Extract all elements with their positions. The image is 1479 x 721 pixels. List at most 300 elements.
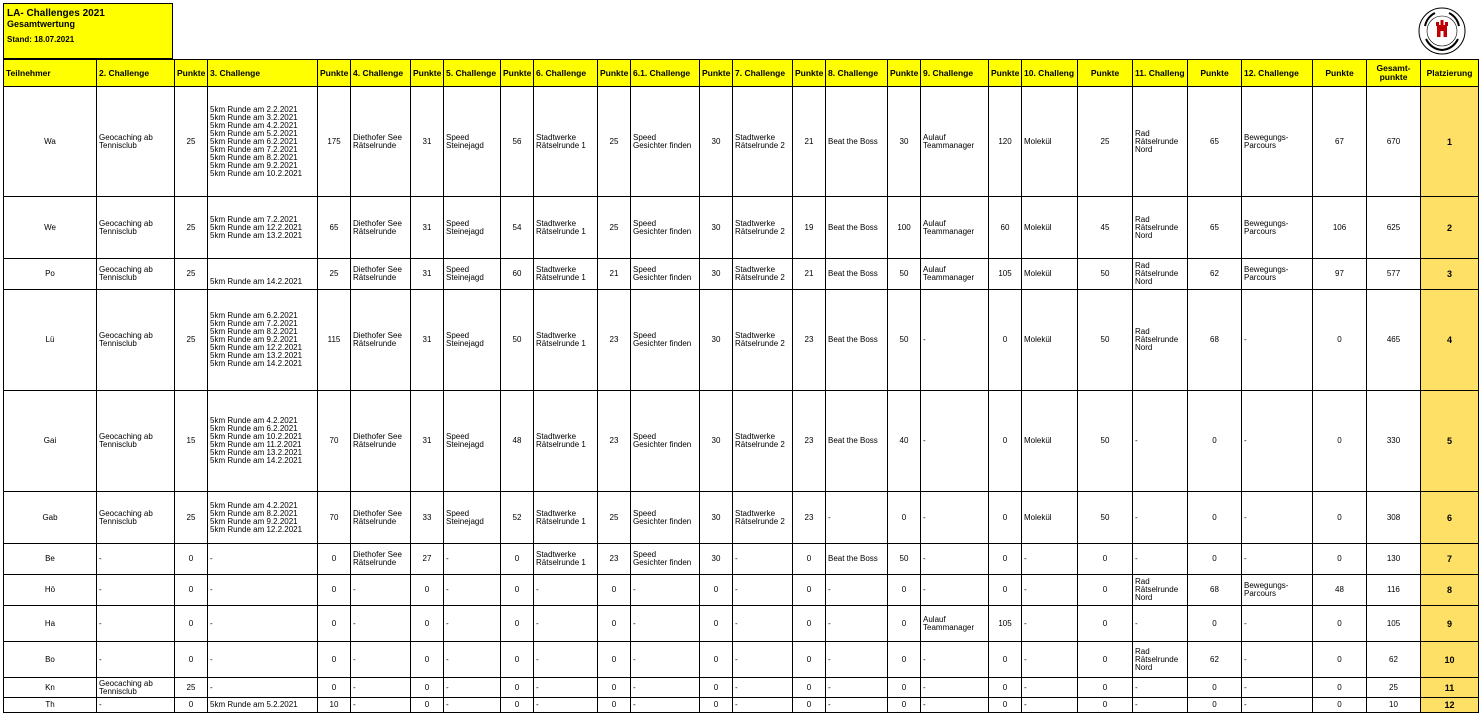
points-cell: 0: [1078, 642, 1133, 678]
table-row: [4, 197, 1479, 259]
column-header: Punkte: [318, 60, 351, 87]
challenge-cell: -: [208, 642, 318, 678]
challenge-cell: Speed Gesichter finden: [631, 259, 700, 290]
placement-cell: 8: [1421, 575, 1479, 606]
points-cell: 45: [1078, 197, 1133, 259]
points-cell: 56: [501, 87, 534, 197]
challenge-cell: -: [1133, 391, 1188, 492]
points-cell: 0: [989, 678, 1022, 698]
points-cell: 0: [793, 698, 826, 713]
challenge-cell: -: [1242, 678, 1313, 698]
points-cell: 105: [989, 606, 1022, 642]
points-cell: 50: [888, 290, 921, 391]
points-cell: 0: [1313, 391, 1367, 492]
column-header: Punkte: [175, 60, 208, 87]
points-cell: 0: [501, 678, 534, 698]
column-header: Punkte: [1313, 60, 1367, 87]
challenge-cell: Aulauf Teammanager: [921, 87, 989, 197]
points-cell: 0: [411, 642, 444, 678]
challenge-cell: -: [733, 642, 793, 678]
challenge-cell: Beat the Boss: [826, 544, 888, 575]
challenge-cell: -: [631, 642, 700, 678]
table-row: [4, 259, 1479, 290]
challenge-cell: -: [351, 698, 411, 713]
challenge-cell: Geocaching ab Tennisclub: [97, 678, 175, 698]
challenge-cell: -: [921, 642, 989, 678]
challenge-cell: Speed Steinejagd: [444, 492, 501, 544]
challenge-cell: Speed Steinejagd: [444, 391, 501, 492]
points-cell: 19: [793, 197, 826, 259]
points-cell: 0: [700, 698, 733, 713]
challenge-cell: -: [631, 606, 700, 642]
points-cell: 65: [1188, 197, 1242, 259]
column-header: 6. Challenge: [534, 60, 598, 87]
challenge-cell: -: [826, 575, 888, 606]
challenge-cell: -: [1133, 492, 1188, 544]
points-cell: 48: [1313, 575, 1367, 606]
points-cell: 0: [989, 698, 1022, 713]
points-cell: 115: [318, 290, 351, 391]
points-cell: 25: [175, 492, 208, 544]
points-cell: 0: [1188, 544, 1242, 575]
points-cell: 68: [1188, 575, 1242, 606]
points-cell: 0: [700, 642, 733, 678]
placement-cell: 5: [1421, 391, 1479, 492]
sheet-subtitle: Gesamtwertung: [7, 19, 76, 29]
challenge-cell: -: [1022, 642, 1078, 678]
challenge-cell: -: [1242, 290, 1313, 391]
challenge-cell: Bewegungs- Parcours: [1242, 87, 1313, 197]
challenge-cell: Stadtwerke Rätselrunde 2: [733, 290, 793, 391]
challenge-cell: Stadtwerke Rätselrunde 1: [534, 544, 598, 575]
points-cell: 0: [989, 575, 1022, 606]
challenge-cell: -: [1133, 678, 1188, 698]
points-cell: 0: [989, 642, 1022, 678]
challenge-cell: Diethofer See Rätselrunde: [351, 290, 411, 391]
points-cell: 0: [1188, 698, 1242, 713]
total-points-cell: 308: [1367, 492, 1421, 544]
challenge-cell: 5km Runde am 7.2.2021 5km Runde am 12.2.2021 5km Runde am 13.2.2021: [208, 197, 318, 259]
points-cell: 0: [1188, 492, 1242, 544]
column-header: Punkte: [501, 60, 534, 87]
column-header: Punkte: [1078, 60, 1133, 87]
points-cell: 0: [598, 678, 631, 698]
challenge-cell: -: [444, 606, 501, 642]
challenge-cell: Speed Gesichter finden: [631, 87, 700, 197]
placement-cell: 3: [1421, 259, 1479, 290]
points-cell: 0: [888, 492, 921, 544]
points-cell: 30: [700, 87, 733, 197]
points-cell: 10: [318, 698, 351, 713]
points-cell: 0: [1313, 290, 1367, 391]
column-header: 8. Challenge: [826, 60, 888, 87]
challenge-cell: Speed Gesichter finden: [631, 492, 700, 544]
points-cell: 0: [411, 678, 444, 698]
challenge-cell: -: [1242, 492, 1313, 544]
points-cell: 0: [598, 698, 631, 713]
challenge-cell: -: [1242, 391, 1313, 492]
points-cell: 0: [793, 575, 826, 606]
challenge-cell: -: [1242, 698, 1313, 713]
points-cell: 25: [318, 259, 351, 290]
challenge-cell: Aulauf Teammanager: [921, 259, 989, 290]
total-points-cell: 25: [1367, 678, 1421, 698]
challenge-cell: -: [631, 575, 700, 606]
challenge-cell: Beat the Boss: [826, 259, 888, 290]
participant-name: Gab: [4, 492, 97, 544]
challenge-cell: 5km Runde am 14.2.2021: [208, 259, 318, 290]
points-cell: 0: [598, 606, 631, 642]
points-cell: 31: [411, 87, 444, 197]
participant-name: We: [4, 197, 97, 259]
challenge-cell: -: [826, 492, 888, 544]
points-cell: 40: [888, 391, 921, 492]
points-cell: 0: [1188, 391, 1242, 492]
total-points-cell: 625: [1367, 197, 1421, 259]
column-header: Punkte: [1188, 60, 1242, 87]
column-header: 9. Challenge: [921, 60, 989, 87]
participant-name: Po: [4, 259, 97, 290]
points-cell: 0: [1313, 642, 1367, 678]
participant-name: Wa: [4, 87, 97, 197]
points-cell: 30: [700, 544, 733, 575]
challenge-cell: Stadtwerke Rätselrunde 1: [534, 87, 598, 197]
challenge-cell: Beat the Boss: [826, 87, 888, 197]
column-header: 3. Challenge: [208, 60, 318, 87]
challenge-cell: Diethofer See Rätselrunde: [351, 492, 411, 544]
challenge-cell: -: [631, 698, 700, 713]
points-cell: 68: [1188, 290, 1242, 391]
table-row: [4, 678, 1479, 698]
points-cell: 0: [1313, 698, 1367, 713]
points-cell: 25: [175, 87, 208, 197]
points-cell: 0: [888, 698, 921, 713]
participant-name: Lü: [4, 290, 97, 391]
challenge-cell: Beat the Boss: [826, 290, 888, 391]
challenge-cell: -: [921, 678, 989, 698]
challenge-cell: -: [733, 678, 793, 698]
challenge-cell: -: [1022, 678, 1078, 698]
challenge-cell: -: [444, 544, 501, 575]
points-cell: 50: [1078, 391, 1133, 492]
points-cell: 0: [1188, 606, 1242, 642]
challenge-cell: Speed Gesichter finden: [631, 544, 700, 575]
challenge-cell: Diethofer See Rätselrunde: [351, 197, 411, 259]
challenge-cell: -: [444, 575, 501, 606]
column-header: 2. Challenge: [97, 60, 175, 87]
challenge-cell: Beat the Boss: [826, 197, 888, 259]
points-cell: 50: [501, 290, 534, 391]
challenge-cell: -: [826, 606, 888, 642]
points-cell: 0: [598, 575, 631, 606]
participant-name: Hö: [4, 575, 97, 606]
stand-date: Stand: 18.07.2021: [7, 35, 75, 44]
column-header: 10. Challeng: [1022, 60, 1078, 87]
challenge-cell: Geocaching ab Tennisclub: [97, 197, 175, 259]
participant-name: Th: [4, 698, 97, 713]
points-cell: 30: [700, 290, 733, 391]
points-cell: 23: [793, 492, 826, 544]
points-cell: 31: [411, 197, 444, 259]
points-cell: 50: [888, 259, 921, 290]
points-cell: 62: [1188, 259, 1242, 290]
challenge-cell: -: [1242, 642, 1313, 678]
points-cell: 0: [318, 575, 351, 606]
points-cell: 0: [411, 606, 444, 642]
table-row: [4, 391, 1479, 492]
challenge-cell: 5km Runde am 6.2.2021 5km Runde am 7.2.2021 5km Runde am 8.2.2021 5km Runde am 9.2.2021 5km Runde am 12.2.2021 5km Runde am 13.2.2021 5km Runde am 14.2.2021: [208, 290, 318, 391]
challenge-cell: -: [534, 698, 598, 713]
points-cell: 25: [598, 197, 631, 259]
column-header: 12. Challenge: [1242, 60, 1313, 87]
total-points-cell: 330: [1367, 391, 1421, 492]
placement-cell: 12: [1421, 698, 1479, 713]
challenge-cell: -: [444, 678, 501, 698]
challenge-cell: -: [921, 544, 989, 575]
points-cell: 0: [1078, 606, 1133, 642]
points-cell: 0: [1313, 606, 1367, 642]
total-points-cell: 577: [1367, 259, 1421, 290]
challenge-cell: Diethofer See Rätselrunde: [351, 87, 411, 197]
challenge-cell: -: [1133, 698, 1188, 713]
column-header: 5. Challenge: [444, 60, 501, 87]
points-cell: 0: [888, 678, 921, 698]
points-cell: 0: [318, 606, 351, 642]
challenge-cell: Bewegungs- Parcours: [1242, 197, 1313, 259]
challenge-cell: -: [1133, 544, 1188, 575]
challenge-cell: Stadtwerke Rätselrunde 2: [733, 259, 793, 290]
points-cell: 0: [1078, 698, 1133, 713]
challenge-cell: Bewegungs- Parcours: [1242, 259, 1313, 290]
points-cell: 31: [411, 259, 444, 290]
challenge-cell: Molekül: [1022, 87, 1078, 197]
challenge-cell: -: [351, 575, 411, 606]
table-row: [4, 544, 1479, 575]
challenge-cell: Speed Gesichter finden: [631, 197, 700, 259]
challenge-cell: Stadtwerke Rätselrunde 1: [534, 492, 598, 544]
challenge-cell: Stadtwerke Rätselrunde 2: [733, 87, 793, 197]
participant-name: Be: [4, 544, 97, 575]
points-cell: 0: [411, 575, 444, 606]
points-cell: 0: [888, 606, 921, 642]
column-header: Punkte: [598, 60, 631, 87]
challenge-cell: -: [208, 575, 318, 606]
points-cell: 54: [501, 197, 534, 259]
points-cell: 0: [501, 544, 534, 575]
points-cell: 0: [793, 642, 826, 678]
challenge-cell: Stadtwerke Rätselrunde 1: [534, 391, 598, 492]
placement-cell: 7: [1421, 544, 1479, 575]
challenge-cell: Beat the Boss: [826, 391, 888, 492]
challenge-cell: -: [534, 575, 598, 606]
challenge-cell: -: [733, 606, 793, 642]
points-cell: 50: [1078, 492, 1133, 544]
challenge-cell: -: [826, 642, 888, 678]
challenge-cell: Geocaching ab Tennisclub: [97, 259, 175, 290]
results-table: [3, 59, 1479, 713]
challenge-cell: Geocaching ab Tennisclub: [97, 87, 175, 197]
points-cell: 23: [598, 290, 631, 391]
placement-cell: 11: [1421, 678, 1479, 698]
challenge-cell: -: [97, 698, 175, 713]
challenge-cell: -: [1242, 544, 1313, 575]
points-cell: 0: [989, 492, 1022, 544]
points-cell: 33: [411, 492, 444, 544]
points-cell: 25: [1078, 87, 1133, 197]
table-row: [4, 290, 1479, 391]
points-cell: 0: [1313, 678, 1367, 698]
points-cell: 0: [318, 544, 351, 575]
column-header: Platzierung: [1421, 60, 1479, 87]
challenge-cell: -: [1133, 606, 1188, 642]
points-cell: 30: [700, 492, 733, 544]
challenge-cell: -: [208, 606, 318, 642]
challenge-cell: -: [351, 678, 411, 698]
challenge-cell: -: [826, 698, 888, 713]
points-cell: 65: [318, 197, 351, 259]
challenge-cell: -: [208, 678, 318, 698]
column-header: Punkte: [411, 60, 444, 87]
points-cell: 0: [1078, 575, 1133, 606]
column-header: Teilnehmer: [4, 60, 97, 87]
challenge-cell: -: [97, 575, 175, 606]
challenge-cell: 5km Runde am 4.2.2021 5km Runde am 8.2.2021 5km Runde am 9.2.2021 5km Runde am 12.2.2021: [208, 492, 318, 544]
points-cell: 0: [1313, 544, 1367, 575]
points-cell: 0: [793, 606, 826, 642]
points-cell: 31: [411, 391, 444, 492]
points-cell: 0: [175, 575, 208, 606]
points-cell: 0: [700, 678, 733, 698]
challenge-cell: 5km Runde am 5.2.2021: [208, 698, 318, 713]
challenge-cell: Molekül: [1022, 259, 1078, 290]
placement-cell: 4: [1421, 290, 1479, 391]
participant-name: Ha: [4, 606, 97, 642]
points-cell: 52: [501, 492, 534, 544]
placement-cell: 10: [1421, 642, 1479, 678]
sheet-title: LA- Challenges 2021: [7, 8, 105, 19]
challenge-cell: -: [97, 544, 175, 575]
points-cell: 25: [598, 492, 631, 544]
challenge-cell: Speed Steinejagd: [444, 197, 501, 259]
header-row: [4, 60, 1479, 87]
challenge-cell: -: [921, 575, 989, 606]
points-cell: 25: [175, 197, 208, 259]
challenge-cell: -: [1022, 575, 1078, 606]
points-cell: 0: [318, 678, 351, 698]
challenge-cell: -: [1022, 606, 1078, 642]
points-cell: 0: [1078, 678, 1133, 698]
challenge-cell: -: [921, 698, 989, 713]
points-cell: 0: [700, 575, 733, 606]
table-row: [4, 575, 1479, 606]
challenge-cell: -: [921, 391, 989, 492]
challenge-cell: -: [97, 606, 175, 642]
participant-name: Gai: [4, 391, 97, 492]
points-cell: 50: [888, 544, 921, 575]
points-cell: 21: [598, 259, 631, 290]
column-header: Gesamt- punkte: [1367, 60, 1421, 87]
table-row: [4, 642, 1479, 678]
challenge-cell: Speed Steinejagd: [444, 290, 501, 391]
challenge-cell: Rad Rätselrunde Nord: [1133, 87, 1188, 197]
points-cell: 21: [793, 259, 826, 290]
challenge-cell: -: [921, 290, 989, 391]
challenge-cell: Stadtwerke Rätselrunde 2: [733, 197, 793, 259]
challenge-cell: Aulauf Teammanager: [921, 606, 989, 642]
challenge-cell: Stadtwerke Rätselrunde 2: [733, 492, 793, 544]
placement-cell: 9: [1421, 606, 1479, 642]
challenge-cell: Speed Steinejagd: [444, 87, 501, 197]
challenge-cell: Diethofer See Rätselrunde: [351, 391, 411, 492]
table-row: [4, 606, 1479, 642]
points-cell: 0: [793, 678, 826, 698]
points-cell: 100: [888, 197, 921, 259]
points-cell: 0: [175, 606, 208, 642]
challenge-cell: Molekül: [1022, 492, 1078, 544]
points-cell: 0: [501, 642, 534, 678]
challenge-cell: Geocaching ab Tennisclub: [97, 290, 175, 391]
challenge-cell: 5km Runde am 4.2.2021 5km Runde am 6.2.2021 5km Runde am 10.2.2021 5km Runde am 11.2.2021 5km Runde am 13.2.2021 5km Runde am 14.2.2021: [208, 391, 318, 492]
challenge-cell: Speed Gesichter finden: [631, 391, 700, 492]
challenge-cell: -: [351, 642, 411, 678]
points-cell: 25: [175, 259, 208, 290]
points-cell: 23: [598, 391, 631, 492]
points-cell: 106: [1313, 197, 1367, 259]
challenge-cell: -: [631, 678, 700, 698]
points-cell: 30: [700, 391, 733, 492]
placement-cell: 2: [1421, 197, 1479, 259]
challenge-cell: Geocaching ab Tennisclub: [97, 492, 175, 544]
challenge-cell: Rad Rätselrunde Nord: [1133, 575, 1188, 606]
points-cell: 60: [501, 259, 534, 290]
points-cell: 50: [1078, 259, 1133, 290]
points-cell: 120: [989, 87, 1022, 197]
points-cell: 0: [989, 290, 1022, 391]
challenge-cell: Speed Steinejagd: [444, 259, 501, 290]
table-row: [4, 87, 1479, 197]
challenge-cell: Speed Gesichter finden: [631, 290, 700, 391]
points-cell: 0: [501, 575, 534, 606]
column-header: Punkte: [793, 60, 826, 87]
points-cell: 0: [1188, 678, 1242, 698]
points-cell: 0: [700, 606, 733, 642]
points-cell: 67: [1313, 87, 1367, 197]
column-header: 7. Challenge: [733, 60, 793, 87]
points-cell: 50: [1078, 290, 1133, 391]
column-header: Punkte: [888, 60, 921, 87]
column-header: Punkte: [700, 60, 733, 87]
points-cell: 97: [1313, 259, 1367, 290]
challenge-cell: -: [351, 606, 411, 642]
points-cell: 70: [318, 391, 351, 492]
points-cell: 30: [700, 197, 733, 259]
points-cell: 0: [411, 698, 444, 713]
points-cell: 25: [175, 678, 208, 698]
challenge-cell: -: [733, 575, 793, 606]
challenge-cell: Rad Rätselrunde Nord: [1133, 290, 1188, 391]
points-cell: 0: [793, 544, 826, 575]
points-cell: 15: [175, 391, 208, 492]
points-cell: 0: [175, 642, 208, 678]
placement-cell: 1: [1421, 87, 1479, 197]
challenge-cell: -: [733, 698, 793, 713]
challenge-cell: -: [534, 678, 598, 698]
points-cell: 25: [598, 87, 631, 197]
challenge-cell: -: [1022, 544, 1078, 575]
points-cell: 0: [175, 544, 208, 575]
table-row: [4, 492, 1479, 544]
challenge-cell: Geocaching ab Tennisclub: [97, 391, 175, 492]
